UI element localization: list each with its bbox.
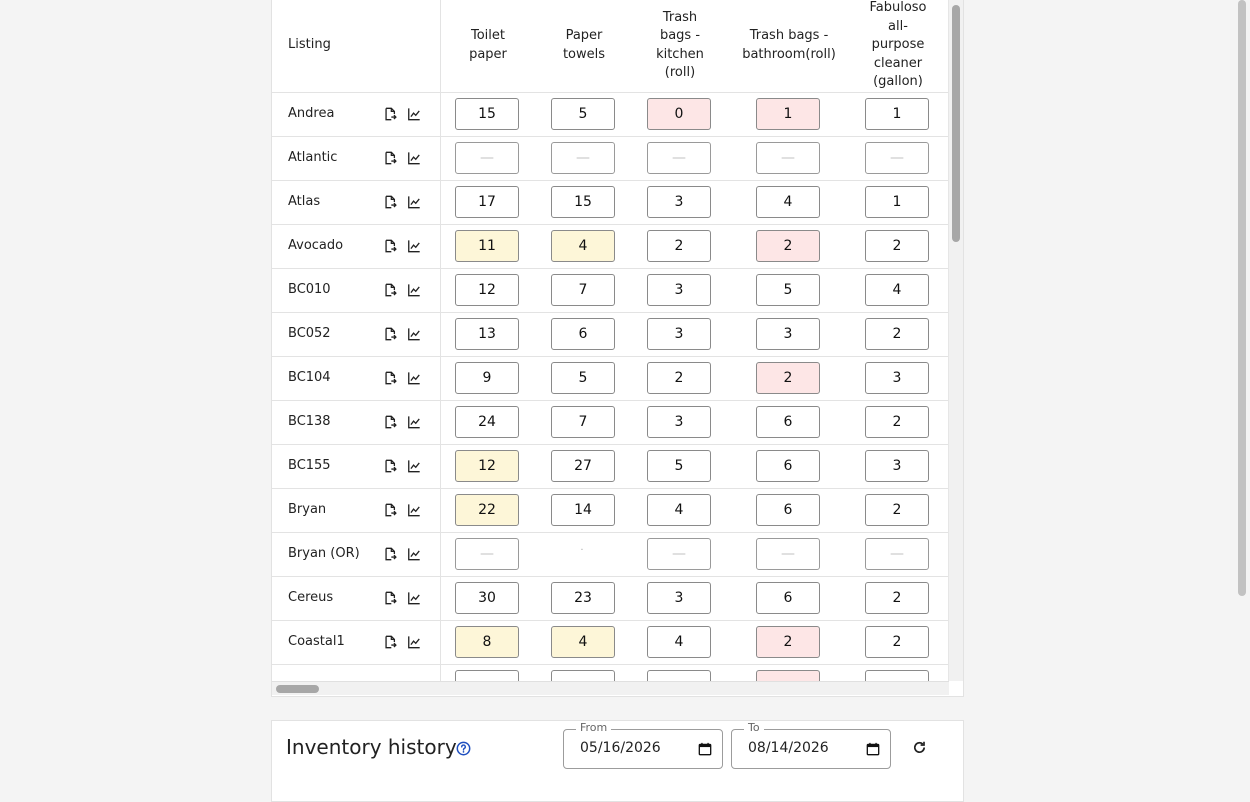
page-scroll-thumb[interactable] [1238,0,1246,596]
paper-towels-input[interactable]: 7 [551,274,615,306]
export-icon[interactable] [383,415,397,429]
inventory-history-card [271,720,964,802]
fabuloso-cleaner-input[interactable]: 2 [865,230,929,262]
table-vertical-scrollbar[interactable] [948,0,963,681]
fabuloso-cleaner-input[interactable]: 1 [865,98,929,130]
from-date-value[interactable]: 05/16/2026 [580,740,661,756]
chart-icon[interactable] [407,239,421,253]
chart-icon[interactable] [407,635,421,649]
from-label: From [576,721,611,734]
export-icon[interactable] [383,107,397,121]
from-date-field[interactable] [563,721,723,769]
to-label: To [744,721,764,734]
table-row [272,576,949,621]
header-paper-towels: Paper towels [562,28,606,62]
trash-bags-kitchen-input[interactable]: 4 [647,494,711,526]
trash-bags-kitchen-input[interactable]: 2 [647,362,711,394]
header-listing: Listing [288,37,331,53]
chart-icon[interactable] [407,371,421,385]
trash-bags-bathroom-input[interactable]: 3 [756,318,820,350]
table-row [272,532,949,577]
to-date-field[interactable] [731,721,891,769]
trash-bags-bathroom-input[interactable]: 2 [756,362,820,394]
trash-bags-bathroom-input[interactable]: 6 [756,582,820,614]
listing-name: Bryan (OR) [288,546,360,561]
inventory-card [271,0,964,697]
fabuloso-cleaner-input[interactable]: — [865,538,929,570]
help-icon[interactable] [456,741,471,756]
trash-bags-bathroom-input[interactable]: 6 [756,406,820,438]
chart-icon[interactable] [407,195,421,209]
table-row [272,136,949,181]
horizontal-scroll-thumb[interactable] [276,685,319,693]
trash-bags-bathroom-input[interactable]: 2 [756,230,820,262]
fabuloso-cleaner-input[interactable]: 2 [865,582,929,614]
trash-bags-bathroom-input[interactable]: 2 [756,626,820,658]
trash-bags-kitchen-input[interactable]: 3 [647,318,711,350]
table-row [272,620,949,665]
trash-bags-kitchen-input[interactable] [647,670,711,681]
paper-towels-input[interactable]: 7 [551,406,615,438]
table-row [272,664,949,681]
trash-bags-bathroom-input[interactable]: 1 [756,98,820,130]
listing-name: BC138 [288,414,331,429]
trash-bags-kitchen-input[interactable]: 2 [647,230,711,262]
trash-bags-bathroom-input[interactable]: 5 [756,274,820,306]
history-title: Inventory history [286,735,457,759]
listing-name: BC010 [288,282,331,297]
toilet-paper-input[interactable]: 12 [455,450,519,482]
listing-name: Atlantic [288,150,338,165]
trash-bags-kitchen-input[interactable]: 4 [647,626,711,658]
chart-icon[interactable] [407,503,421,517]
page-scrollbar[interactable] [1237,0,1248,782]
toilet-paper-input[interactable]: 11 [455,230,519,262]
table-row [272,224,949,269]
listing-name: BC155 [288,458,331,473]
chart-icon[interactable] [407,107,421,121]
toilet-paper-input[interactable]: 8 [455,626,519,658]
table-row [272,356,949,401]
listing-name: Avocado [288,238,344,253]
listing-name: Atlas [288,194,321,209]
paper-towels-input[interactable]: — [551,142,615,174]
table-row [272,180,949,225]
fabuloso-cleaner-input[interactable]: 2 [865,318,929,350]
paper-towels-input[interactable]: 14 [551,494,615,526]
trash-bags-bathroom-input[interactable]: 6 [756,494,820,526]
paper-towels-input[interactable]: 27 [551,450,615,482]
toilet-paper-input[interactable]: 24 [455,406,519,438]
refresh-icon[interactable] [912,740,927,755]
trash-bags-kitchen-input[interactable]: — [647,142,711,174]
table-row [272,268,949,313]
toilet-paper-input[interactable]: — [455,538,519,570]
fabuloso-cleaner-input[interactable]: 2 [865,626,929,658]
toilet-paper-input[interactable]: 15 [455,98,519,130]
trash-bags-bathroom-input[interactable]: 6 [756,450,820,482]
chart-icon[interactable] [407,151,421,165]
fabuloso-cleaner-input[interactable] [865,670,929,681]
table-header [272,0,949,93]
listing-name: Coastal1 [288,634,345,649]
export-icon[interactable] [383,547,397,561]
toilet-paper-input[interactable] [455,670,519,681]
export-icon[interactable] [383,239,397,253]
paper-towels-input[interactable]: 4 [551,230,615,262]
trash-bags-kitchen-input[interactable]: 3 [647,406,711,438]
listing-name: Andrea [288,106,335,121]
fabuloso-cleaner-input[interactable]: 3 [865,362,929,394]
chart-icon[interactable] [407,547,421,561]
listing-name: BC052 [288,326,331,341]
header-trash-bags-bathroom: Trash bags - bathroom(roll) [742,28,836,62]
listing-name: BC104 [288,370,331,385]
table-row [272,488,949,533]
chart-icon[interactable] [407,591,421,605]
export-icon[interactable] [383,327,397,341]
trash-bags-kitchen-input[interactable]: — [647,538,711,570]
trash-bags-bathroom-input[interactable] [756,670,820,681]
trash-bags-kitchen-input[interactable]: 5 [647,450,711,482]
trash-bags-bathroom-input[interactable]: 4 [756,186,820,218]
chart-icon[interactable] [407,327,421,341]
fabuloso-cleaner-input[interactable]: 2 [865,406,929,438]
paper-towels-input[interactable]: 5 [551,98,615,130]
inventory-table [272,0,949,681]
table-row [272,444,949,489]
trash-bags-kitchen-input[interactable]: 3 [647,274,711,306]
export-icon[interactable] [383,591,397,605]
export-icon[interactable] [383,195,397,209]
table-horizontal-scrollbar[interactable] [272,681,949,695]
paper-towels-input[interactable]: 15 [551,186,615,218]
header-trash-bags-kitchen: Trash bags - kitchen (roll) [656,9,704,80]
chart-icon[interactable] [407,459,421,473]
fabuloso-cleaner-input[interactable]: 4 [865,274,929,306]
table-row [272,400,949,445]
fabuloso-cleaner-input[interactable]: 2 [865,494,929,526]
chart-icon[interactable] [407,283,421,297]
toilet-paper-input[interactable]: 13 [455,318,519,350]
export-icon[interactable] [383,635,397,649]
trash-bags-kitchen-input[interactable]: 3 [647,582,711,614]
paper-towels-input[interactable] [551,670,615,681]
fabuloso-cleaner-input[interactable]: 3 [865,450,929,482]
table-row [272,312,949,357]
export-icon[interactable] [383,459,397,473]
header-toilet-paper: Toilet paper [469,28,507,62]
export-icon[interactable] [383,371,397,385]
trash-bags-bathroom-input[interactable]: — [756,142,820,174]
toilet-paper-input[interactable]: — [455,142,519,174]
export-icon[interactable] [383,151,397,165]
toilet-paper-input[interactable]: 30 [455,582,519,614]
paper-towels-placeholder: · [580,545,584,556]
toilet-paper-input[interactable]: 17 [455,186,519,218]
chart-icon[interactable] [407,415,421,429]
calendar-icon[interactable] [698,741,712,755]
header-fabuloso-cleaner: Fabuloso all- purpose cleaner (gallon) [869,0,927,90]
to-date-value[interactable]: 08/14/2026 [748,740,829,756]
listing-name: Bryan [288,502,327,517]
export-icon[interactable] [383,503,397,517]
paper-towels-input[interactable]: 5 [551,362,615,394]
paper-towels-input[interactable]: 23 [551,582,615,614]
toilet-paper-input[interactable]: 9 [455,362,519,394]
trash-bags-bathroom-input[interactable]: — [756,538,820,570]
trash-bags-kitchen-input[interactable]: 3 [647,186,711,218]
export-icon[interactable] [383,283,397,297]
vertical-scroll-thumb[interactable] [952,5,960,242]
trash-bags-kitchen-input[interactable]: 0 [647,98,711,130]
fabuloso-cleaner-input[interactable]: — [865,142,929,174]
toilet-paper-input[interactable]: 22 [455,494,519,526]
listing-name: Cereus [288,590,334,605]
paper-towels-input[interactable]: 6 [551,318,615,350]
paper-towels-input[interactable]: 4 [551,626,615,658]
fabuloso-cleaner-input[interactable]: 1 [865,186,929,218]
table-row [272,92,949,137]
toilet-paper-input[interactable]: 12 [455,274,519,306]
calendar-icon[interactable] [866,741,880,755]
